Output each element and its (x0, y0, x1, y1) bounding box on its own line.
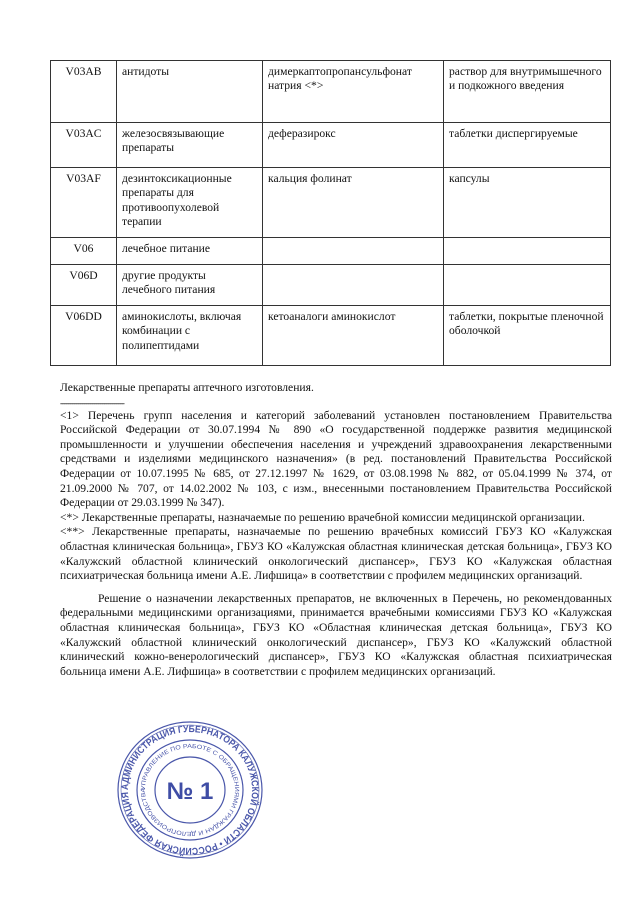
seal-outer-text: АДМИНИСТРАЦИЯ ГУБЕРНАТОРА КАЛУЖСКОЙ ОБЛАСТИ • РОССИЙСКАЯ ФЕДЕРАЦИЯ (119, 723, 261, 857)
dosage-form (444, 238, 611, 265)
dosage-form: раствор для внутримышечного и подкожного введения (444, 61, 611, 123)
decision-paragraph: Решение о назначении лекарственных препаратов, не включенных в Перечень, но рекомендованных федеральными медицинскими организациями, принимается врачебными комиссиями ГБУЗ КО «Калужская областная клиническая больница», ГБУЗ КО «Областная клиническая детская больница», ГБУЗ КО «Калужский областной клинический онкологический диспансер», ГБУЗ КО «Калужский областной клинический кожно-венерологический диспансер», ГБУЗ КО «Калужская областная психиатрическая больница имени А.Е. Лифшица» в соответствии с профилем медицинских организаций. (60, 591, 612, 678)
table-row (51, 306, 611, 366)
official-seal (112, 715, 268, 865)
seal-inner-text: УПРАВЛЕНИЕ ПО РАБОТЕ С ОБРАЩЕНИЯМИ ГРАЖДАН И ДЕЛОПРОИЗВОДСТВА (140, 743, 240, 837)
table-row (51, 123, 611, 168)
atc-code: V06D (51, 265, 117, 306)
dosage-form: капсулы (444, 168, 611, 238)
drug-name: димеркаптопропансульфонат натрия <*> (263, 61, 444, 123)
dosage-form: таблетки, покрытые пленочной оболочкой (444, 306, 611, 366)
group-name: антидоты (117, 61, 263, 123)
notes-section (60, 381, 612, 679)
seal-number: № 1 (166, 778, 214, 805)
footnote-separator: -------------------------------- (60, 397, 124, 408)
group-name: дезинтоксикационные препараты для противоопухолевой терапии (117, 168, 263, 238)
drug-name: кетоаналоги аминокислот (263, 306, 444, 366)
drug-name (263, 265, 444, 306)
atc-code: V06DD (51, 306, 117, 366)
drug-name: кальция фолинат (263, 168, 444, 238)
footnote-1: <1> Перечень групп населения и категорий заболеваний установлен постановлением Правительства Российской Федерации от 30.07.1994 № 890 «О государственной поддержке развития медицинской промышленности и улучшении обеспечения населения и учреждений здравоохранения лекарственными средствами и изделиями медицинского назначения» (в ред. постановлений Правительства Российской Федерации от 10.07.1995 № 685, от 27.12.1997 № 1629, от 03.08.1998 № 882, от 05.04.1999 № 374, от 21.09.2000 № 707, от 14.02.2002 № 103, с изм., внесенными постановлением Правительства Российской Федерации от 29.03.1999 № 347). (60, 408, 612, 510)
drug-name (263, 238, 444, 265)
dosage-form: таблетки диспергируемые (444, 123, 611, 168)
drug-name: деферазирокс (263, 123, 444, 168)
atc-code: V03AB (51, 61, 117, 123)
table-row (51, 168, 611, 238)
group-name: лечебное питание (117, 238, 263, 265)
group-name: аминокислоты, включая комбинации с полипептидами (117, 306, 263, 366)
atc-code: V03AC (51, 123, 117, 168)
atc-code: V06 (51, 238, 117, 265)
table-row (51, 238, 611, 265)
dosage-form (444, 265, 611, 306)
table-row (51, 265, 611, 306)
table-row (51, 61, 611, 123)
group-name: другие продукты лечебного питания (117, 265, 263, 306)
drug-table (50, 60, 611, 366)
footnote-3: <**> Лекарственные препараты, назначаемые по решению врачебных комиссий ГБУЗ КО «Калужская областная клиническая больница», ГБУЗ КО «Калужская областная клиническая детская больница», ГБУЗ КО «Калужский областной клинический онкологический диспансер», ГБУЗ КО «Калужская областная психиатрическая больница имени А.Е. Лифшица» в соответствии с профилем медицинских организаций. (60, 525, 612, 583)
footnote-2: <*> Лекарственные препараты, назначаемые по решению врачебной комиссии медицинской организации. (60, 510, 585, 524)
atc-code: V03AF (51, 168, 117, 238)
group-name: железосвязывающие препараты (117, 123, 263, 168)
pharmacy-note: Лекарственные препараты аптечного изготовления. (60, 381, 314, 394)
